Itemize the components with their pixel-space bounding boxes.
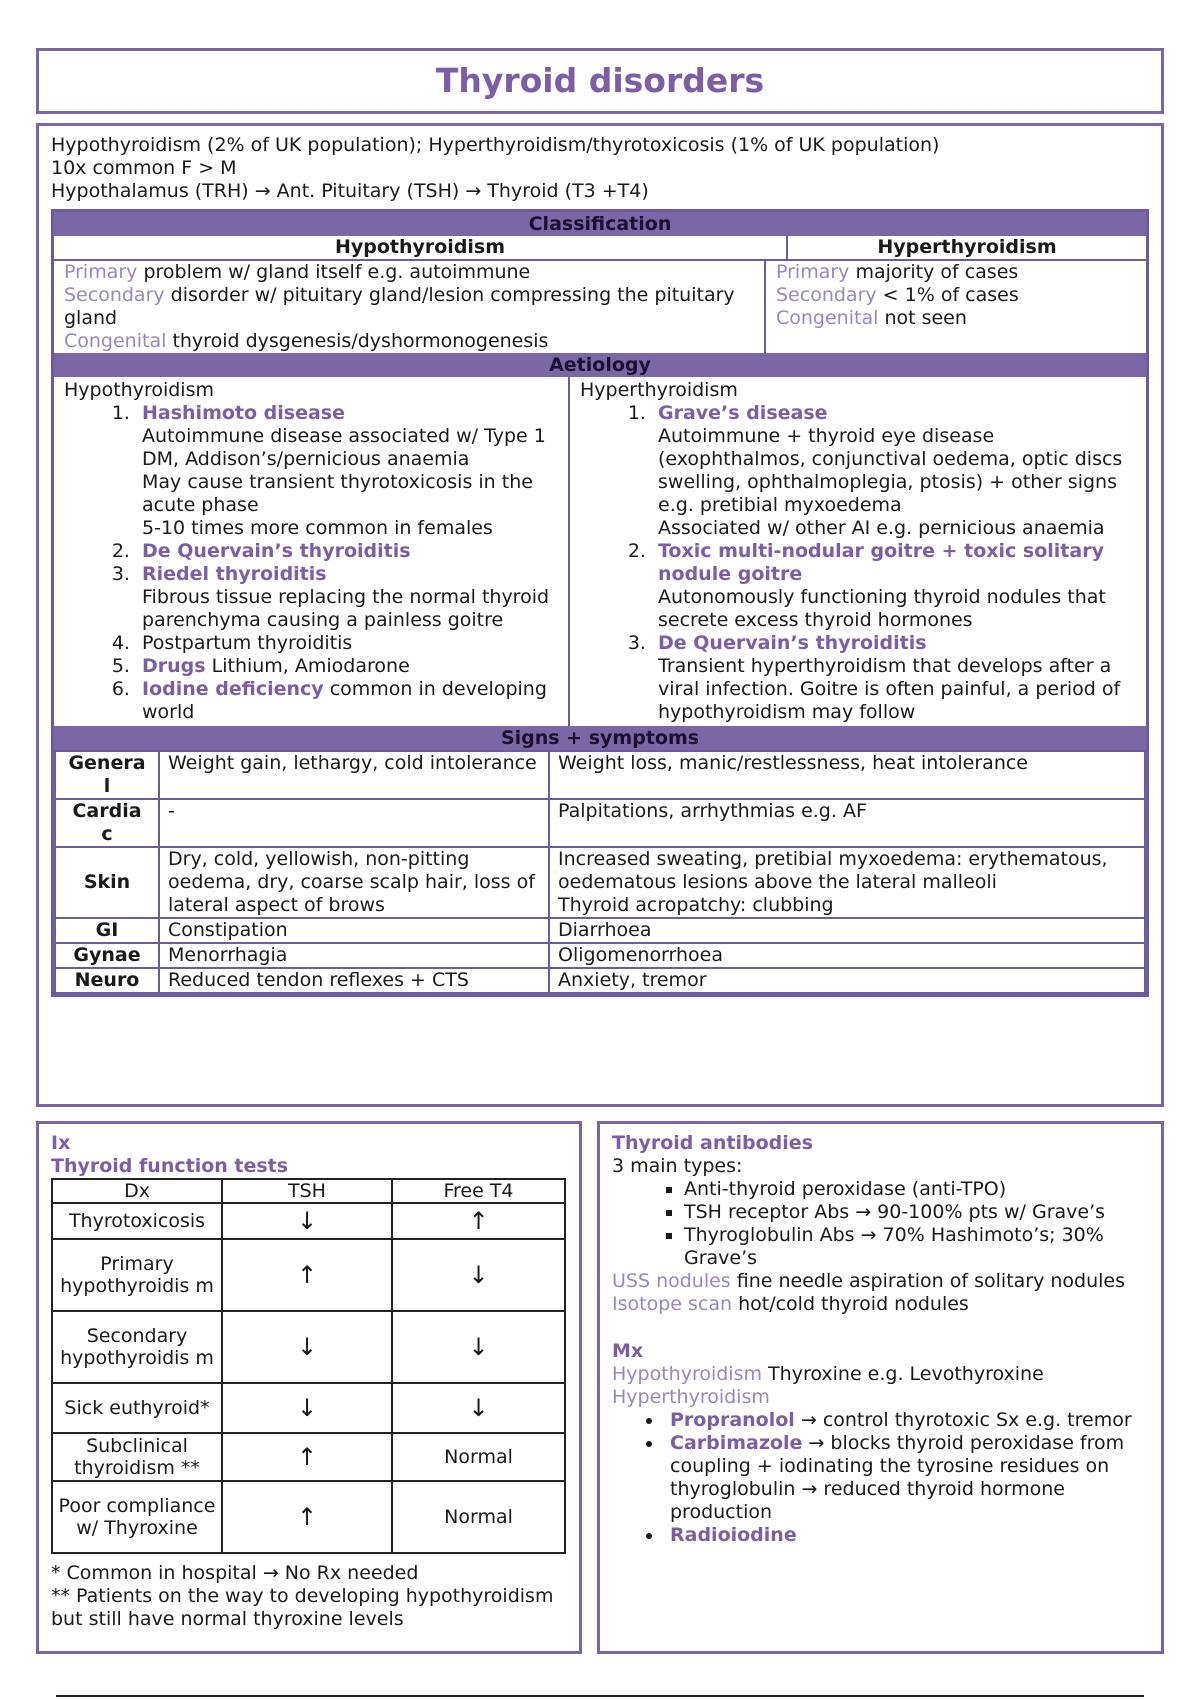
term: Secondary bbox=[776, 284, 877, 306]
term: Congenital bbox=[776, 307, 879, 329]
aetiology-hypo bbox=[54, 377, 570, 726]
term: Isotope scan bbox=[612, 1293, 733, 1315]
aetiology-heading: Aetiology bbox=[54, 353, 1146, 377]
list-item: ▪ Anti-thyroid peroxidase (anti-TPO) bbox=[684, 1178, 1149, 1201]
mx-hypo-line bbox=[612, 1363, 1149, 1386]
table-header-row bbox=[52, 1179, 565, 1203]
class-hypo-cell bbox=[54, 261, 766, 353]
dx-cell: Secondary hypothyroidis m bbox=[52, 1311, 222, 1383]
list-item bbox=[664, 1524, 1149, 1547]
title-box bbox=[36, 48, 1164, 114]
intro-line: 10x common F > M bbox=[51, 157, 237, 179]
item-title: Riedel thyroiditis bbox=[142, 563, 327, 585]
list-item bbox=[652, 540, 1136, 632]
table-row bbox=[52, 1311, 565, 1383]
dx-cell: Sick euthyroid* bbox=[52, 1383, 222, 1433]
footer-divider bbox=[56, 1695, 1144, 1697]
aetiology-hyper bbox=[570, 377, 1146, 726]
table-row bbox=[55, 918, 1145, 943]
hyper-line: Thyroid acropatchy: clubbing bbox=[558, 894, 834, 916]
table-row bbox=[55, 847, 1145, 918]
item-line: May cause transient thyrotoxicosis in the acute phase bbox=[142, 471, 533, 516]
page-title: Thyroid disorders bbox=[435, 61, 765, 100]
tsh-cell: ↓ bbox=[222, 1311, 392, 1383]
antibodies-intro: 3 main types: bbox=[612, 1155, 743, 1177]
list-item bbox=[664, 1432, 1149, 1524]
hyper-line: Increased sweating, pretibial myxoedema: erythematous, oedematous lesions above the lateral malleoli bbox=[558, 848, 1108, 893]
tsh-cell: ↓ bbox=[222, 1203, 392, 1239]
overview-box bbox=[36, 123, 1164, 1107]
tsh-cell: ↑ bbox=[222, 1433, 392, 1481]
t4-cell: ↑ bbox=[392, 1203, 565, 1239]
mx-hyper-term: Hyperthyroidism bbox=[612, 1386, 770, 1408]
item-title: Propranolol bbox=[670, 1409, 795, 1431]
list-item bbox=[136, 402, 558, 540]
item-title: De Quervain’s thyroiditis bbox=[142, 540, 411, 562]
antibody-list bbox=[612, 1178, 1149, 1270]
term: Secondary bbox=[64, 284, 165, 306]
row-label: Neuro bbox=[55, 968, 159, 993]
table-row bbox=[52, 1203, 565, 1239]
tft-heading: Thyroid function tests bbox=[51, 1155, 289, 1177]
class-hypo-heading: Hypothyroidism bbox=[54, 236, 788, 259]
item-title: Radioiodine bbox=[670, 1524, 797, 1546]
table-row bbox=[52, 1481, 565, 1553]
item-line: Autonomously functioning thyroid nodules that secrete excess thyroid hormones bbox=[658, 586, 1106, 631]
item-title: Drugs bbox=[142, 655, 206, 677]
dx-cell: Thyrotoxicosis bbox=[52, 1203, 222, 1239]
t4-cell: Normal bbox=[392, 1433, 565, 1481]
item-line: Fibrous tissue replacing the normal thyroid parenchyma causing a painless goitre bbox=[142, 586, 550, 631]
list-item bbox=[136, 632, 558, 655]
tsh-cell: ↓ bbox=[222, 1383, 392, 1433]
item-line: Autoimmune + thyroid eye disease (exophthalmos, conjunctival oedema, optic discs swelling, ophthalmoplegia, ptosis) + other signs e.g. pretibial myxoedema bbox=[658, 425, 1123, 516]
item-title: Hashimoto disease bbox=[142, 402, 345, 424]
hypo-cell: Weight gain, lethargy, cold intolerance bbox=[159, 751, 549, 799]
intro-line: Hypothalamus (TRH) → Ant. Pituitary (TSH) → Thyroid (T3 +T4) bbox=[51, 180, 649, 202]
hypo-cell: - bbox=[159, 799, 549, 847]
tsh-cell: ↑ bbox=[222, 1481, 392, 1553]
item-line: Lithium, Amiodarone bbox=[211, 655, 410, 677]
table-row bbox=[55, 799, 1145, 847]
list-item: ▪ TSH receptor Abs → 90-100% pts w/ Grave’s bbox=[684, 1201, 1149, 1224]
hyper-cell: Oligomenorrhoea bbox=[549, 943, 1145, 968]
list-item bbox=[136, 655, 558, 678]
antibodies-box bbox=[597, 1121, 1164, 1654]
hypo-cell: Constipation bbox=[159, 918, 549, 943]
item-title: Carbimazole bbox=[670, 1432, 803, 1454]
desc: majority of cases bbox=[855, 261, 1019, 283]
term: Congenital bbox=[64, 330, 167, 352]
uss-line bbox=[612, 1270, 1149, 1293]
hypo-cell: Menorrhagia bbox=[159, 943, 549, 968]
item-line: Postpartum thyroiditis bbox=[142, 632, 353, 654]
table-row bbox=[55, 751, 1145, 799]
row-label: Skin bbox=[55, 847, 159, 918]
term: Hypothyroidism bbox=[612, 1363, 762, 1385]
dx-cell: Primary hypothyroidis m bbox=[52, 1239, 222, 1311]
list-item: ▪ Thyroglobulin Abs → 70% Hashimoto’s; 30% Grave’s bbox=[684, 1224, 1149, 1270]
t4-cell: ↓ bbox=[392, 1311, 565, 1383]
footnote: ** Patients on the way to developing hypothyroidism but still have normal thyroxine levels bbox=[51, 1585, 554, 1630]
desc: problem w/ gland itself e.g. autoimmune bbox=[143, 261, 531, 283]
item-title: Toxic multi-nodular goitre + toxic solitary nodule goitre bbox=[658, 540, 1104, 585]
term: USS nodules bbox=[612, 1270, 731, 1292]
row-label: Genera l bbox=[55, 751, 159, 799]
tft-table bbox=[51, 1178, 566, 1554]
item-title: Grave’s disease bbox=[658, 402, 828, 424]
desc: fine needle aspiration of solitary nodules bbox=[736, 1270, 1126, 1292]
hyper-cell: Anxiety, tremor bbox=[549, 968, 1145, 993]
class-hyper-heading: Hyperthyroidism bbox=[877, 236, 1057, 258]
term: Primary bbox=[776, 261, 850, 283]
aet-hypo-heading: Hypothyroidism bbox=[64, 379, 214, 401]
desc: not seen bbox=[884, 307, 967, 329]
item-line: Autoimmune disease associated w/ Type 1 DM, Addison’s/pernicious anaemia bbox=[142, 425, 546, 470]
signs-heading: Signs + symptoms bbox=[54, 726, 1146, 750]
table-row bbox=[55, 943, 1145, 968]
t4-cell: ↓ bbox=[392, 1383, 565, 1433]
dx-cell: Subclinical thyroidism ** bbox=[52, 1433, 222, 1481]
column-header: Dx bbox=[52, 1179, 222, 1203]
hypo-cell: Reduced tendon reflexes + CTS bbox=[159, 968, 549, 993]
desc: thyroid dysgenesis/dyshormonogenesis bbox=[172, 330, 549, 352]
desc: < 1% of cases bbox=[882, 284, 1019, 306]
item-line: 5-10 times more common in females bbox=[142, 517, 493, 539]
class-hyper-cell bbox=[766, 261, 1146, 353]
desc: hot/cold thyroid nodules bbox=[738, 1293, 969, 1315]
antibodies-heading: Thyroid antibodies bbox=[612, 1132, 813, 1154]
overview-table bbox=[51, 209, 1149, 997]
item-line: common in developing world bbox=[142, 678, 547, 723]
list-item bbox=[652, 402, 1136, 540]
desc: Thyroxine e.g. Levothyroxine bbox=[768, 1363, 1044, 1385]
aet-hyper-heading: Hyperthyroidism bbox=[580, 379, 738, 401]
list-item bbox=[136, 540, 558, 563]
table-row bbox=[52, 1433, 565, 1481]
table-row bbox=[52, 1383, 565, 1433]
table-row bbox=[52, 1239, 565, 1311]
term: Primary bbox=[64, 261, 138, 283]
item-text: → blocks thyroid peroxidase from coupling + iodinating the tyrosine residues on thyroglobulin → reduced thyroid hormone production bbox=[670, 1432, 1125, 1523]
tsh-cell: ↑ bbox=[222, 1239, 392, 1311]
signs-table bbox=[54, 750, 1146, 994]
row-label: Gynae bbox=[55, 943, 159, 968]
hypo-cell: Dry, cold, yellowish, non-pitting oedema, dry, coarse scalp hair, loss of lateral aspect of brows bbox=[159, 847, 549, 918]
hyper-cell bbox=[549, 847, 1145, 918]
table-row bbox=[55, 968, 1145, 993]
list-item bbox=[136, 678, 558, 724]
isotope-line bbox=[612, 1293, 1149, 1316]
item-line: Associated w/ other AI e.g. pernicious anaemia bbox=[658, 517, 1105, 539]
hyper-cell: Weight loss, manic/restlessness, heat intolerance bbox=[549, 751, 1145, 799]
desc: disorder w/ pituitary gland/lesion compressing the pituitary gland bbox=[64, 284, 735, 329]
list-item bbox=[136, 563, 558, 632]
classification-heading: Classification bbox=[54, 212, 1146, 236]
t4-cell: ↓ bbox=[392, 1239, 565, 1311]
mx-heading: Mx bbox=[612, 1340, 644, 1362]
list-item bbox=[652, 632, 1136, 724]
hyper-cell: Palpitations, arrhythmias e.g. AF bbox=[549, 799, 1145, 847]
list-item bbox=[664, 1409, 1149, 1432]
row-label: GI bbox=[55, 918, 159, 943]
ix-heading: Ix bbox=[51, 1132, 71, 1154]
intro-text bbox=[51, 134, 1149, 203]
dx-cell: Poor compliance w/ Thyroxine bbox=[52, 1481, 222, 1553]
footnote: * Common in hospital → No Rx needed bbox=[51, 1562, 419, 1584]
column-header: TSH bbox=[222, 1179, 392, 1203]
investigations-box bbox=[36, 1121, 582, 1654]
item-text: → control thyrotoxic Sx e.g. tremor bbox=[800, 1409, 1132, 1431]
row-label: Cardia c bbox=[55, 799, 159, 847]
column-header: Free T4 bbox=[392, 1179, 565, 1203]
intro-line: Hypothyroidism (2% of UK population); Hyperthyroidism/thyrotoxicosis (1% of UK population) bbox=[51, 134, 940, 156]
item-line: Transient hyperthyroidism that develops after a viral infection. Goitre is often painful, a period of hypothyroidism may follow bbox=[658, 655, 1121, 723]
mx-list bbox=[612, 1409, 1149, 1547]
hyper-cell: Diarrhoea bbox=[549, 918, 1145, 943]
item-title: Iodine deficiency bbox=[142, 678, 324, 700]
t4-cell: Normal bbox=[392, 1481, 565, 1553]
item-title: De Quervain’s thyroiditis bbox=[658, 632, 927, 654]
